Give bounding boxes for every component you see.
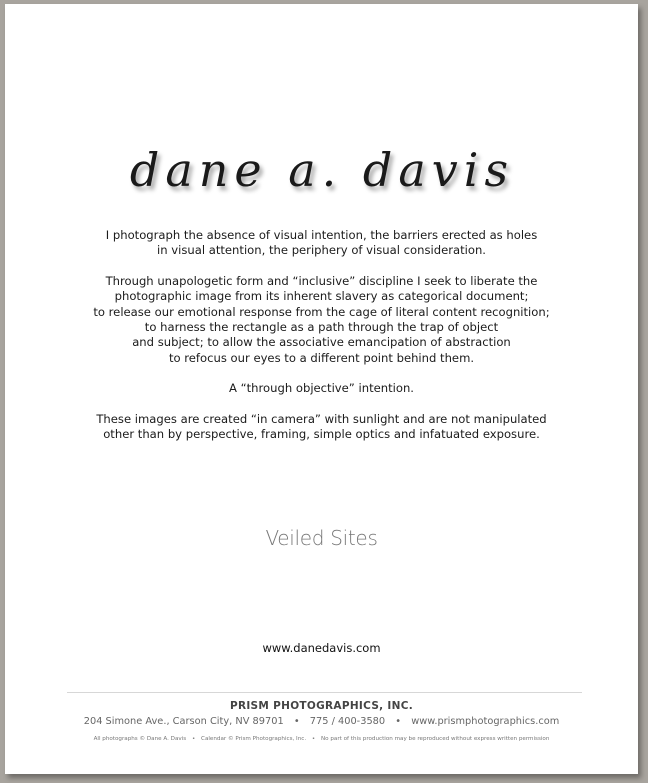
copyright-line bbox=[5, 736, 638, 742]
statement-paragraph-3 bbox=[45, 381, 598, 396]
artist-statement bbox=[45, 228, 598, 457]
statement-paragraph-4 bbox=[45, 412, 598, 443]
company-phone: 775 / 400-3580 bbox=[309, 716, 386, 727]
calendar-page bbox=[5, 4, 638, 774]
statement-line: to harness the rectangle as a path through the trap of object bbox=[144, 320, 499, 335]
copyright-calendar: Calendar © Prism Photographics, Inc. bbox=[201, 736, 307, 742]
company-address: 204 Simone Ave., Carson City, NV 89701 bbox=[83, 716, 284, 727]
bullet-separator: • bbox=[293, 716, 300, 727]
statement-line: A “through objective” intention. bbox=[229, 381, 414, 396]
company-name: PRISM PHOTOGRAPHICS, INC. bbox=[229, 700, 414, 712]
website-link[interactable]: www.danedavis.com bbox=[262, 641, 381, 655]
company-contact bbox=[5, 716, 638, 727]
company-website-link[interactable]: www.prismphotographics.com bbox=[411, 716, 560, 727]
statement-line: photographic image from its inherent slavery as categorical document; bbox=[114, 289, 529, 304]
statement-line: in visual attention, the periphery of visual consideration. bbox=[156, 243, 486, 258]
bullet-separator: • bbox=[191, 736, 196, 742]
signature-text: dane a. davis bbox=[129, 143, 514, 197]
statement-line: to refocus our eyes to a different point behind them. bbox=[168, 350, 475, 365]
bullet-separator: • bbox=[395, 716, 402, 727]
copyright-photos: All photographs © Dane A. Davis bbox=[93, 736, 187, 742]
statement-paragraph-1 bbox=[45, 228, 598, 259]
series-title: Veiled Sites bbox=[265, 526, 378, 550]
signature-graphic bbox=[129, 142, 514, 204]
statement-paragraph-2 bbox=[45, 274, 598, 366]
statement-line: other than by perspective, framing, simple optics and infatuated exposure. bbox=[103, 427, 540, 442]
statement-line: These images are created “in camera” with sunlight and are not manipulated bbox=[96, 411, 547, 426]
statement-line: Through unapologetic form and “inclusive” discipline I seek to liberate the bbox=[105, 273, 538, 288]
statement-line: and subject; to allow the associative emancipation of abstraction bbox=[132, 335, 511, 350]
artist-signature bbox=[5, 142, 638, 204]
copyright-notice: No part of this production may be reproduced without express written permission bbox=[320, 736, 550, 742]
statement-line: to release our emotional response from the cage of literal content recognition; bbox=[93, 304, 550, 319]
bullet-separator: • bbox=[311, 736, 316, 742]
statement-line: I photograph the absence of visual intention, the barriers erected as holes bbox=[105, 228, 538, 242]
footer-divider bbox=[67, 692, 582, 693]
